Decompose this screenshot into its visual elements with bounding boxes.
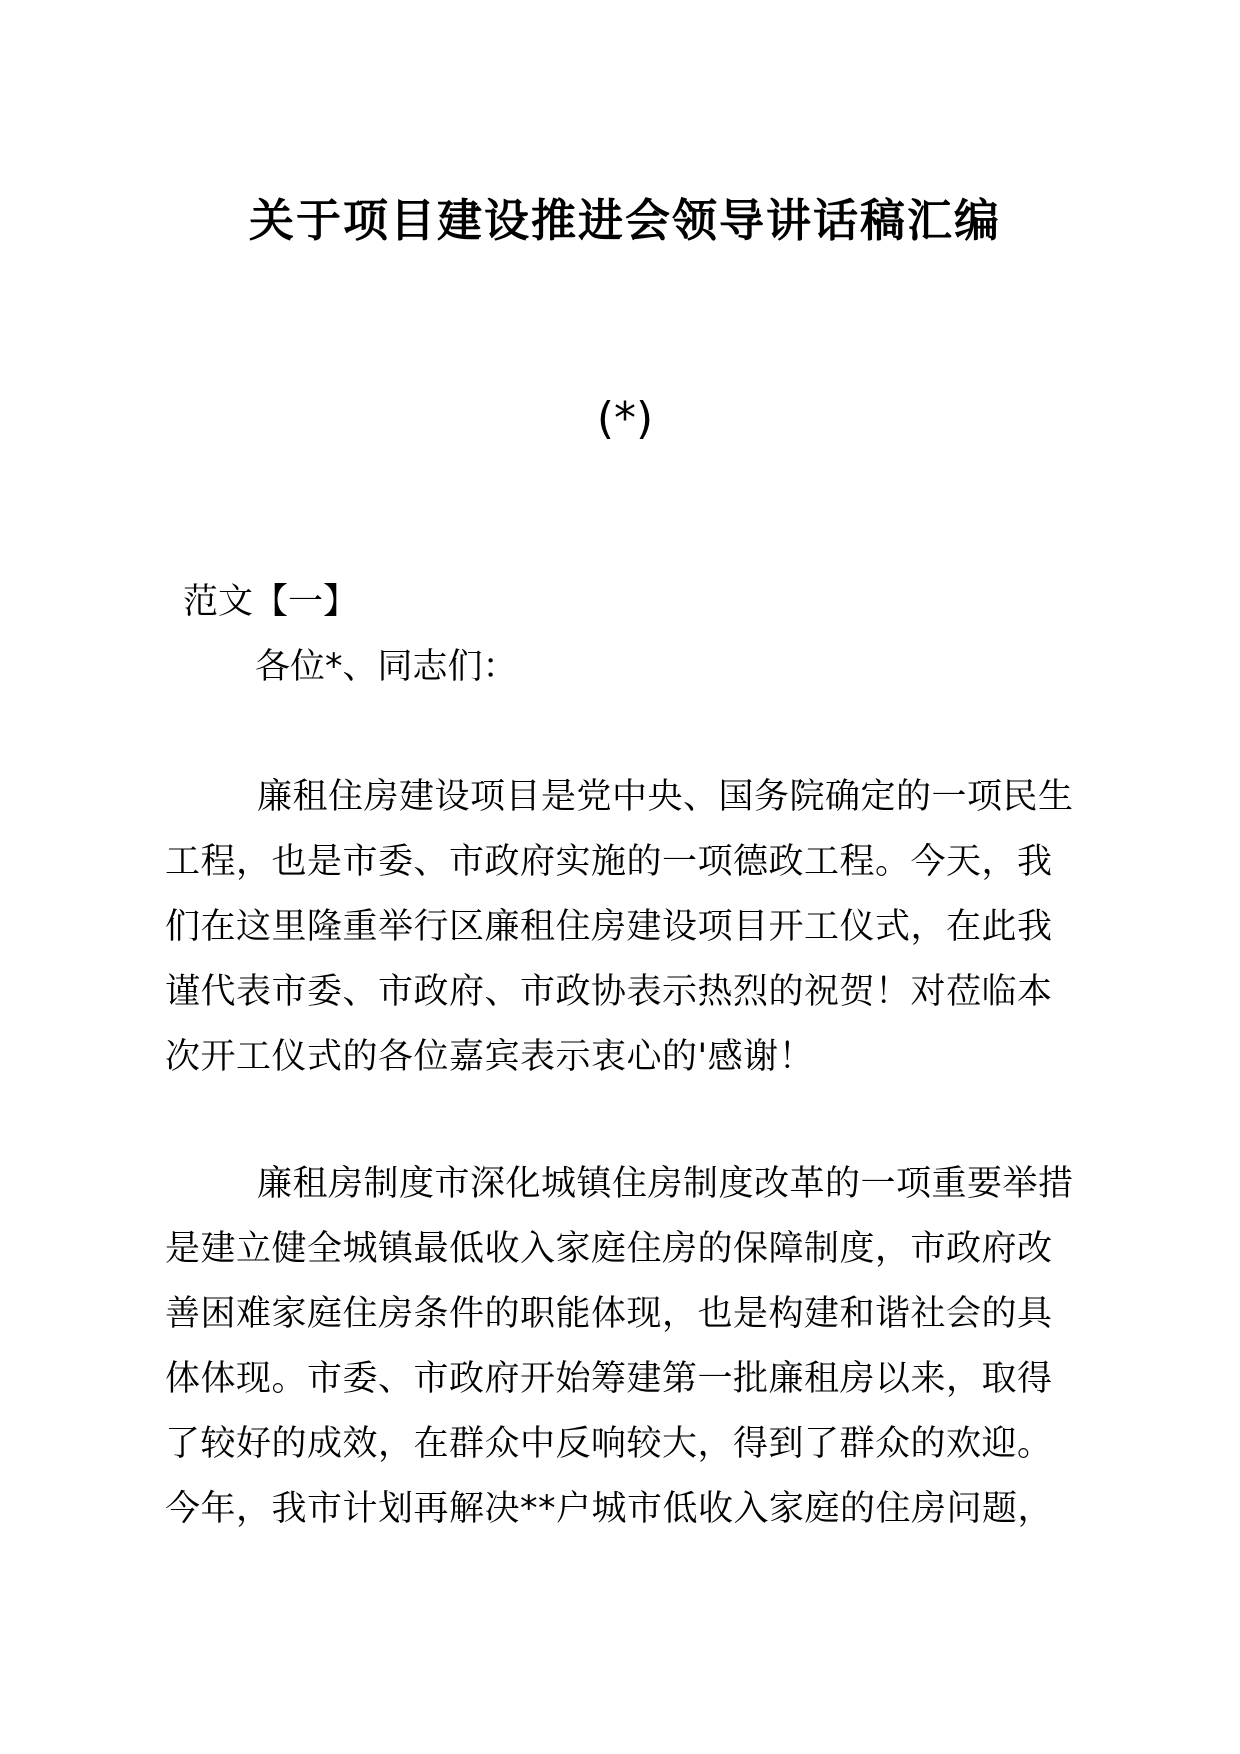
body-paragraph-2: 廉租房制度市深化城镇住房制度改革的一项重要举措 是建立健全城镇最低收入家庭住房的保障制度，市政府改 善困难家庭住房条件的职能体现，也是构建和谐社会的具 体体现。市委、市政府开始筹建第一批廉租房以来，取得 了较好的成效，在群众中反响较大，得到了群众的欢迎。 今年，我市计划再解决**户城市低收入家庭的住房问题， [165,1164,1074,1529]
body-paragraph-1: 廉租住房建设项目是党中央、国务院确定的一项民生 工程，也是市委、市政府实施的一项德政工程。今天，我 们在这里隆重举行区廉租住房建设项目开工仪式，在此我 谨代表市委、市政府、市政协表示热烈的祝贺！对莅临本 次开工仪式的各位嘉宾表示衷心的'感谢！ [165,777,1074,1077]
document-subtitle: (*) [596,393,654,444]
document-title: 关于项目建设推进会领导讲话稿汇编 [248,194,1001,247]
salutation-line: 各位*、同志们： [255,647,518,687]
section-heading: 范文【一】 [183,582,359,622]
